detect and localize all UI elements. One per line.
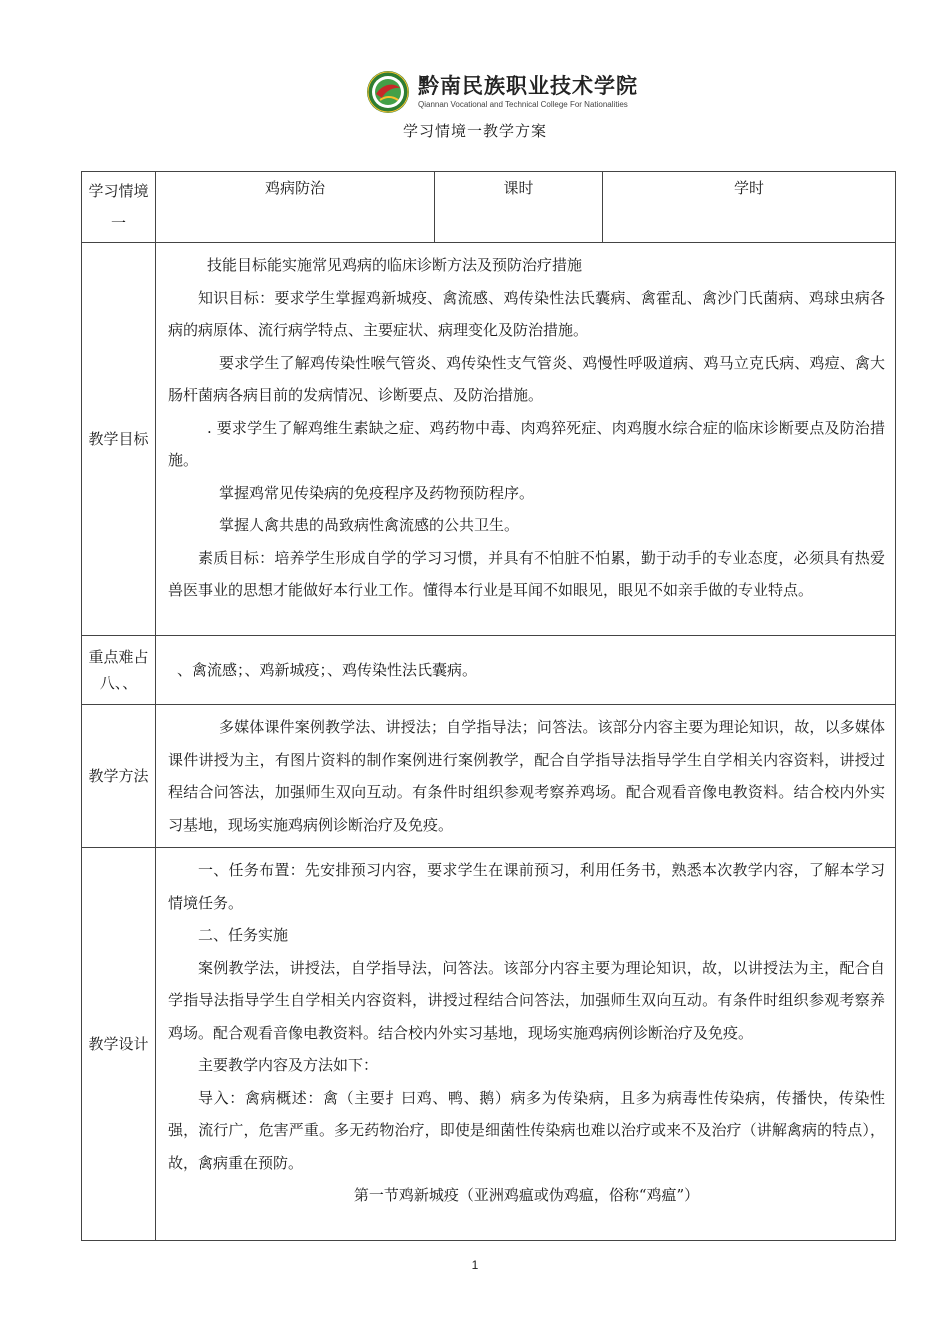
college-emblem-icon bbox=[366, 70, 410, 114]
college-name-en: Qiannan Vocational and Technical College For Nationalities bbox=[418, 100, 628, 109]
knowledge-objective-4: 掌握鸡常见传染病的免疫程序及药物预防程序。 bbox=[219, 483, 535, 502]
key-points-text: 、禽流感；、鸡新城疫；、鸡传染性法氏囊病。 bbox=[177, 660, 478, 679]
page-number: 1 bbox=[471, 1258, 479, 1272]
design-label: 教学设计 bbox=[82, 848, 156, 1241]
task-implementation-heading: 二、任务实施 bbox=[198, 926, 289, 944]
document-title: 学习情境一教学方案 bbox=[402, 122, 547, 140]
knowledge-objective-2: 要求学生了解鸡传染性喉气管炎、鸡传染性支气管炎、鸡慢性呼吸道病、鸡马立克氏病、鸡痘、禽大肠杆菌病各病目前的发病情况、诊断要点、及防治措施。 bbox=[168, 353, 885, 404]
task-assignment: 一、任务布置：先安排预习内容，要求学生在课前预习，利用任务书，熟悉本次教学内容，了解本学习情境任务。 bbox=[168, 861, 885, 912]
key-points-content bbox=[156, 636, 896, 705]
task-implementation-text: 案例教学法，讲授法，自学指导法，问答法。该部分内容主要为理论知识，故，以讲授法为主，配合自学指导法指导学生自学相关内容资料，讲授过程结合问答法，加强师生双向互动。有条件时组织参观考察养鸡场。配合观看音像电教资料。结合校内外实习基地，现场实施鸡病例诊断治疗及免疫。 bbox=[168, 958, 885, 1042]
situation-row bbox=[82, 172, 896, 243]
situation-label: 学习情境一 bbox=[82, 172, 156, 243]
skill-objective: 技能目标能实施常见鸡病的临床诊断方法及预防治疗措施 bbox=[207, 256, 583, 274]
knowledge-objective: 知识目标：要求学生掌握鸡新城疫、禽流感、鸡传染性法氏囊病、禽霍乱、禽沙门氏菌病、鸡球虫病各病的病原体、流行病学特点、主要症状、病理变化及防治措施。 bbox=[168, 288, 885, 339]
class-hours-label: 课时 bbox=[435, 172, 603, 243]
methods-text: 多媒体课件案例教学法、讲授法；自学指导法；问答法。该部分内容主要为理论知识，故，以多媒体课件讲授为主，有图片资料的制作案例进行案例教学，配合自学指导法指导学生自学相关内容资料，讲授过程结合问答法，加强师生双向互动。有条件时组织参观考察养鸡场。配合观看音像电教资料。结合校内外实习基地，现场实施鸡病例诊断治疗及免疫。 bbox=[168, 718, 885, 834]
key-points-label: 重点难占八、、 bbox=[82, 636, 156, 705]
objectives-label: 教学目标 bbox=[82, 243, 156, 636]
college-logo bbox=[366, 68, 638, 116]
objectives-row bbox=[82, 243, 896, 636]
methods-content bbox=[156, 705, 896, 848]
knowledge-objective-5: 掌握人禽共患的咼致病性禽流感的公共卫生。 bbox=[219, 516, 520, 534]
knowledge-objective-3: . 要求学生了解鸡维生素缺之症、鸡药物中毒、肉鸡猝死症、肉鸡腹水综合症的临床诊断要点及防治措施。 bbox=[168, 418, 885, 469]
key-points-row bbox=[82, 636, 896, 705]
objectives-content bbox=[156, 243, 896, 636]
main-content-intro: 主要教学内容及方法如下： bbox=[198, 1056, 379, 1074]
situation-name: 鸡病防治 bbox=[156, 172, 435, 243]
design-content bbox=[156, 848, 896, 1241]
lead-in-text: 导入：禽病概述：禽（主要扌曰鸡、鸭、鹅）病多为传染病，且多为病毒性传染病，传播快，传染性强，流行广，危害严重。多无药物治疗，即使是细菌性传染病也难以治疗或来不及治疗（讲解禽病的特点），故，禽病重在预防。 bbox=[168, 1088, 885, 1172]
teaching-plan-table bbox=[81, 171, 896, 1241]
college-name-cn: 黔南民族职业技术学院 bbox=[418, 74, 638, 98]
design-row bbox=[82, 848, 896, 1241]
methods-label: 教学方法 bbox=[82, 705, 156, 848]
quality-objective: 素质目标：培养学生形成自学的学习习惯，并具有不怕脏不怕累，勤于动手的专业态度，必须具有热爱兽医事业的思想才能做好本行业工作。懂得本行业是耳闻不如眼见，眼见不如亲手做的专业特点。 bbox=[168, 548, 885, 599]
section-1-heading: 第一节鸡新城疫（亚洲鸡瘟或伪鸡瘟，俗称“鸡瘟”） bbox=[353, 1186, 700, 1204]
credit-hours-label: 学时 bbox=[603, 172, 896, 243]
methods-row bbox=[82, 705, 896, 848]
